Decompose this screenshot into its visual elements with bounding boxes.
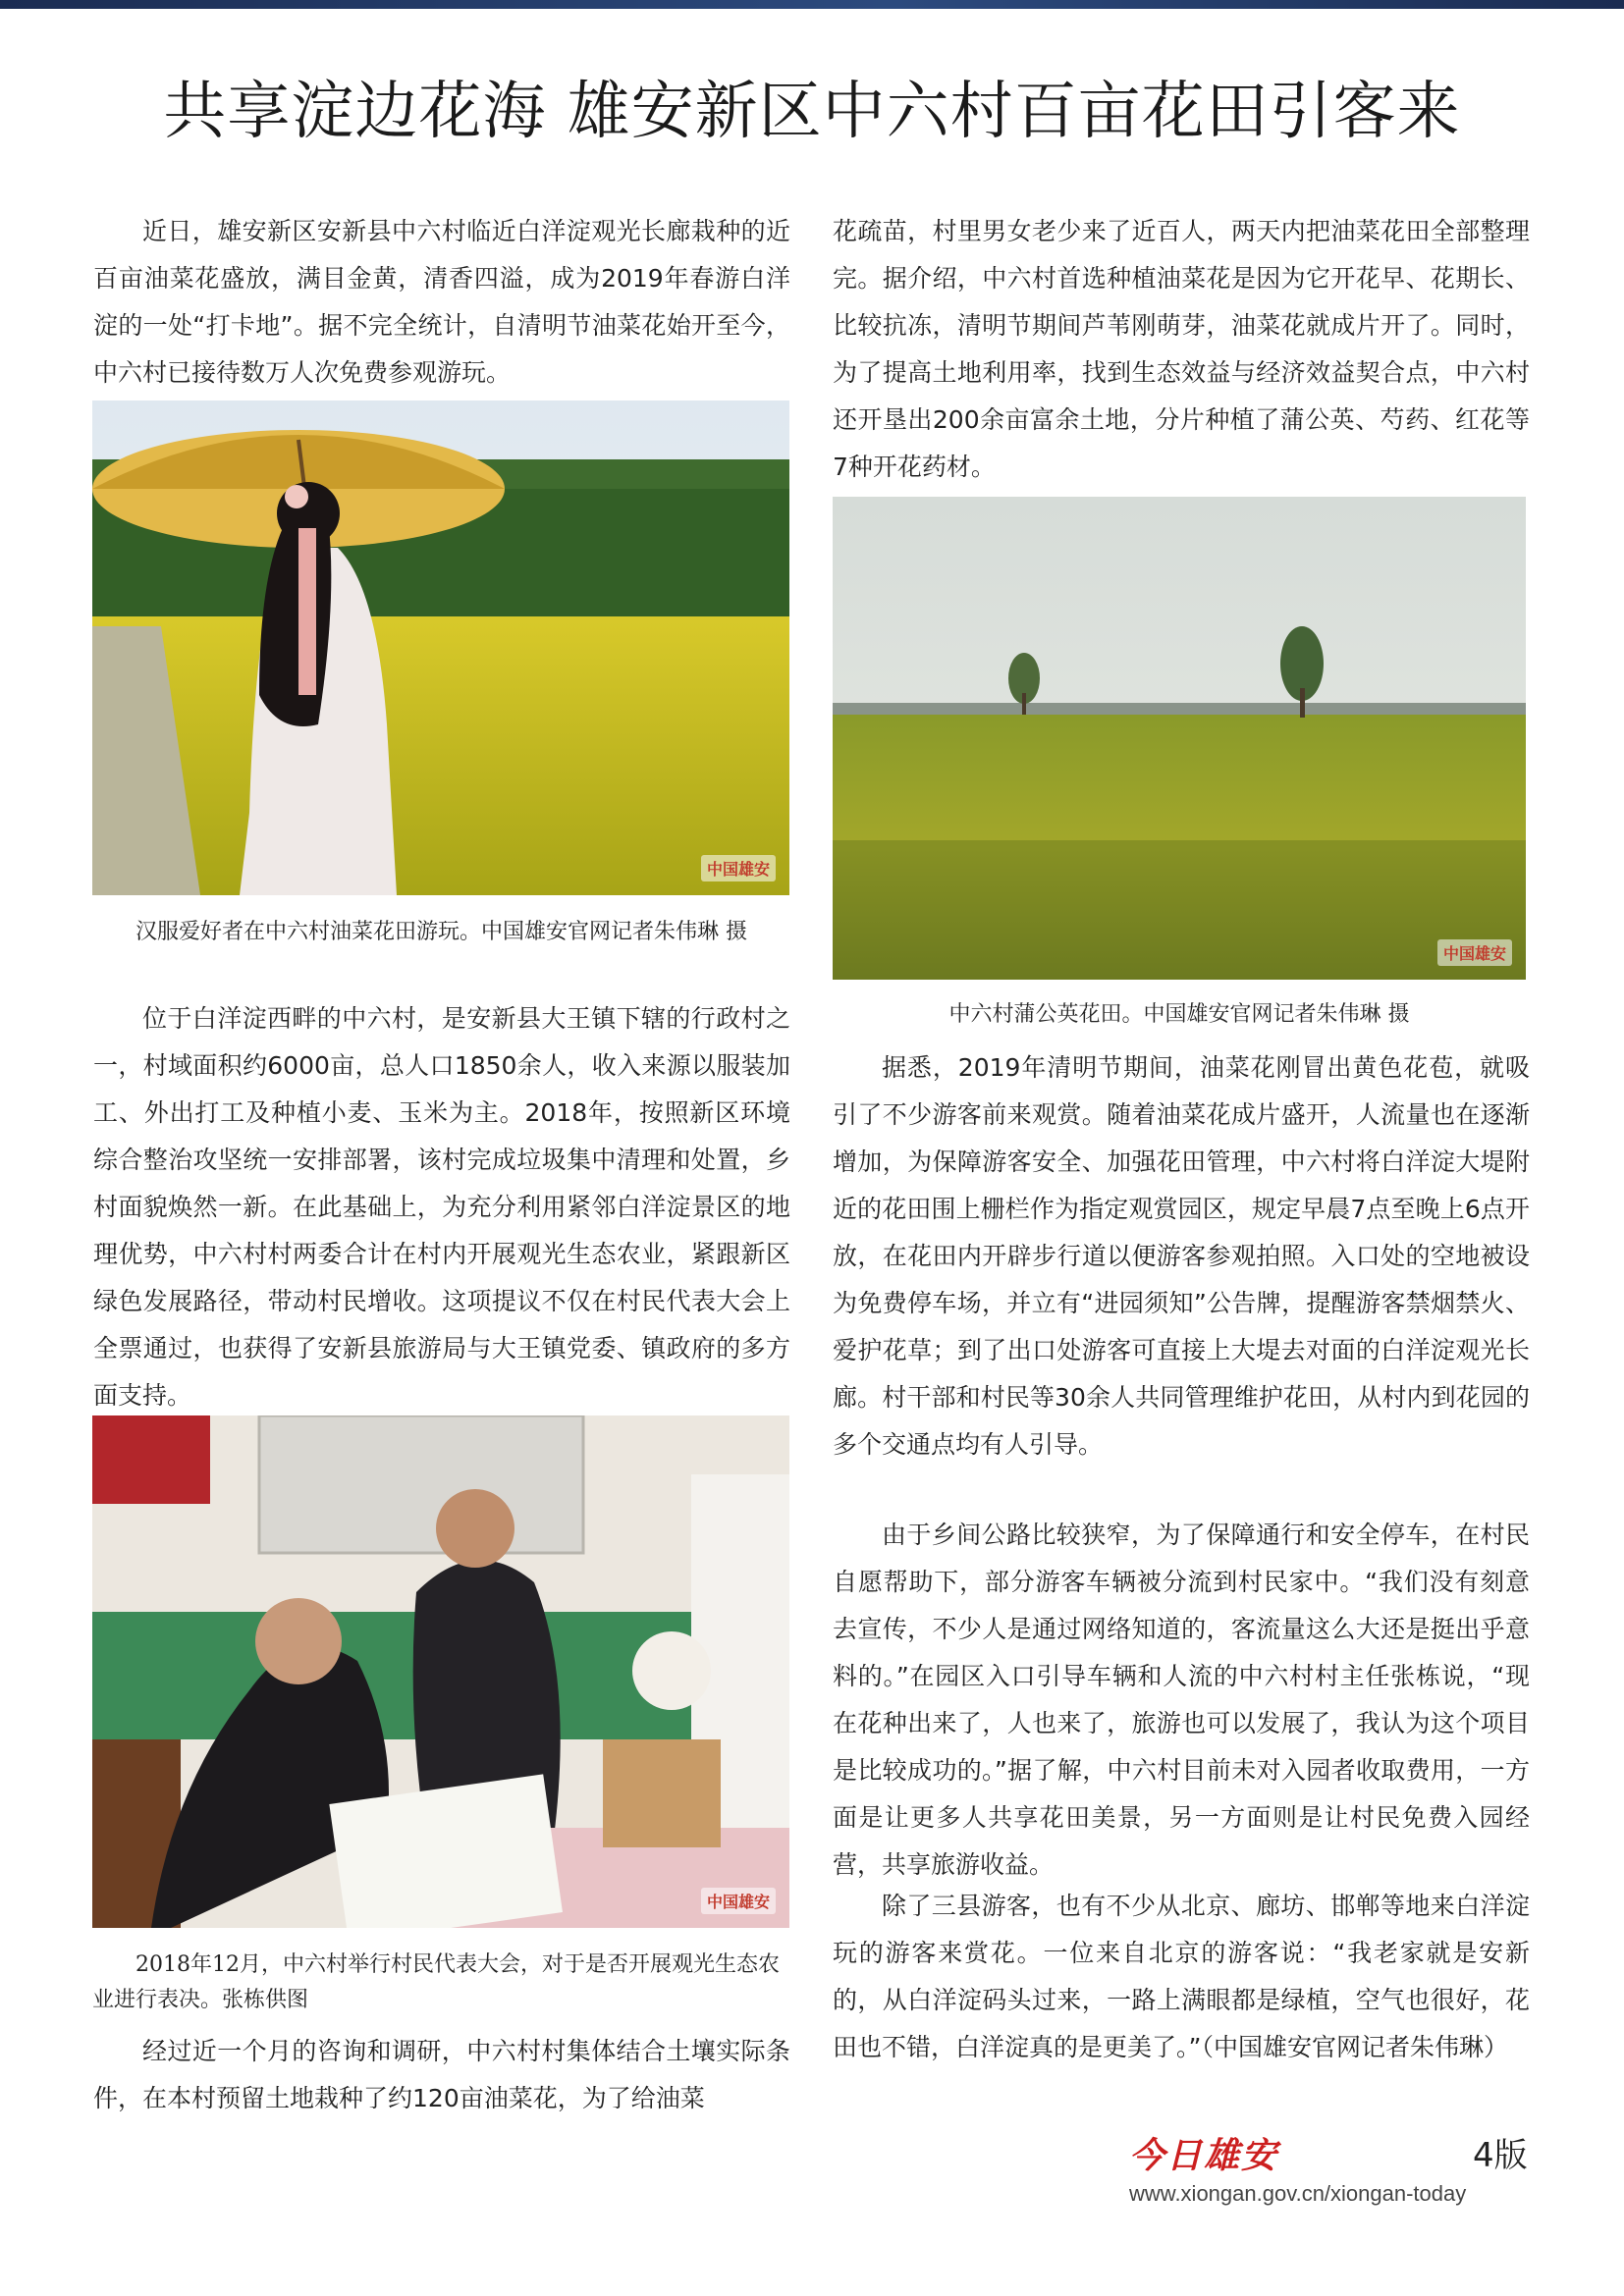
caption-dandelion: 中六村蒲公英花田。中国雄安官网记者朱伟琳 摄 xyxy=(948,1002,1410,1027)
caption-hanfu: 汉服爱好者在中六村油菜花田游玩。中国雄安官网记者朱伟琳 摄 xyxy=(135,920,747,944)
paragraph-intro: 近日，雄安新区安新县中六村临近白洋淀观光长廊栽种的近百亩油菜花盛放，满目金黄，清香四溢，成为2019年春游白洋淀的一处“打卡地”。据不完全统计，自清明节油菜花始开至今，中六村已接待数万人次免费参观游玩。 xyxy=(93,217,790,387)
paragraph-visitors: 除了三县游客，也有不少从北京、廊坊、邯郸等地来白洋淀玩的游客来赏花。一位来自北京的游客说：“我老家就是安新的，从白洋淀码头过来，一路上满眼都是绿植，空气也很好，花田也不错，白洋淀真的是更美了。”（中国雄安官网记者朱伟琳） xyxy=(833,1892,1530,2061)
photo-dandelion-field xyxy=(833,497,1526,980)
paragraph-management: 据悉，2019年清明节期间，油菜花刚冒出黄色花苞，就吸引了不少游客前来观赏。随着油菜花成片盛开，人流量也在逐渐增加，为保障游客安全、加强花田管理，中六村将白洋淀大堤附近的花田围上栅栏作为指定观赏园区，规定早晨7点至晚上6点开放，在花田内开辟步行道以便游客参观拍照。入口处的空地被设为免费停车场，并立有“进园须知”公告牌，提醒游客禁烟禁火、爱护花草；到了出口处游客可直接上大堤去对面的白洋淀观光长廊。村干部和村民等30余人共同管理维护花田，从村内到花园的多个交通点均有人引导。 xyxy=(833,1053,1530,1459)
hanfu-rapeseed-illustration xyxy=(92,400,789,895)
paragraph-village-intro: 位于白洋淀西畔的中六村，是安新县大王镇下辖的行政村之一，村域面积约6000亩，总人口1850余人，收入来源以服装加工、外出打工及种植小麦、玉米为主。2018年，按照新区环境综合整治攻坚统一安排部署，该村完成垃圾集中清理和处置，乡村面貌焕然一新。在此基础上，为充分利用紧邻白洋淀景区的地理优势，中六村村两委合计在村内开展观光生态农业，紧跟新区绿色发展路径，带动村民增收。这项提议不仅在村民代表大会上全票通过，也获得了安新县旅游局与大王镇党委、镇政府的多方面支持。 xyxy=(93,1004,790,1410)
dandelion-field-illustration xyxy=(833,497,1526,980)
paragraph-parking: 由于乡间公路比较狭窄，为了保障通行和安全停车，在村民自愿帮助下，部分游客车辆被分流到村民家中。“我们没有刻意去宣传，不少人是通过网络知道的，客流量这么大还是挺出乎意料的。”在园区入口引导车辆和人流的中六村村主任张栋说，“现在花种出来了，人也来了，旅游也可以发展了，我认为这个项目是比较成功的。”据了解，中六村目前未对入园者收取费用，一方面是让更多人共享花田美景，另一方面则是让村民免费入园经营，共享旅游收益。 xyxy=(833,1521,1530,1879)
watermark-logo: 中国雄安 xyxy=(701,855,776,881)
top-bar xyxy=(0,0,1624,9)
footer-logo: 今日雄安 xyxy=(1129,2135,1279,2176)
photo-hanfu-rapeseed xyxy=(92,400,789,895)
page-number: 4版 xyxy=(1473,2136,1528,2175)
watermark-logo: 中国雄安 xyxy=(701,1888,776,1914)
article-title: 共享淀边花海 雄安新区中六村百亩花田引客来 xyxy=(163,76,1461,148)
footer-url[interactable]: www.xiongan.gov.cn/xiongan-today xyxy=(1129,2181,1467,2206)
villager-meeting-illustration xyxy=(92,1415,789,1928)
paragraph-planting-cont: 花疏苗，村里男女老少来了近百人，两天内把油菜花田全部整理完。据介绍，中六村首选种植油菜花是因为它开花早、花期长、比较抗冻，清明节期间芦苇刚萌芽，油菜花就成片开了。同时，为了提高土地利用率，找到生态效益与经济效益契合点，中六村还开垦出200余亩富余土地，分片种植了蒲公英、芍药、红花等7种开花药材。 xyxy=(833,217,1530,481)
watermark-logo: 中国雄安 xyxy=(1437,939,1512,966)
paragraph-planting-start: 经过近一个月的咨询和调研，中六村村集体结合土壤实际条件，在本村预留土地栽种了约120亩油菜花，为了给油菜 xyxy=(93,2037,790,2112)
photo-villager-meeting xyxy=(92,1415,789,1928)
caption-meeting: 2018年12月，中六村举行村民代表大会，对于是否开展观光生态农业进行表决。张栋供图 xyxy=(92,1952,780,2012)
